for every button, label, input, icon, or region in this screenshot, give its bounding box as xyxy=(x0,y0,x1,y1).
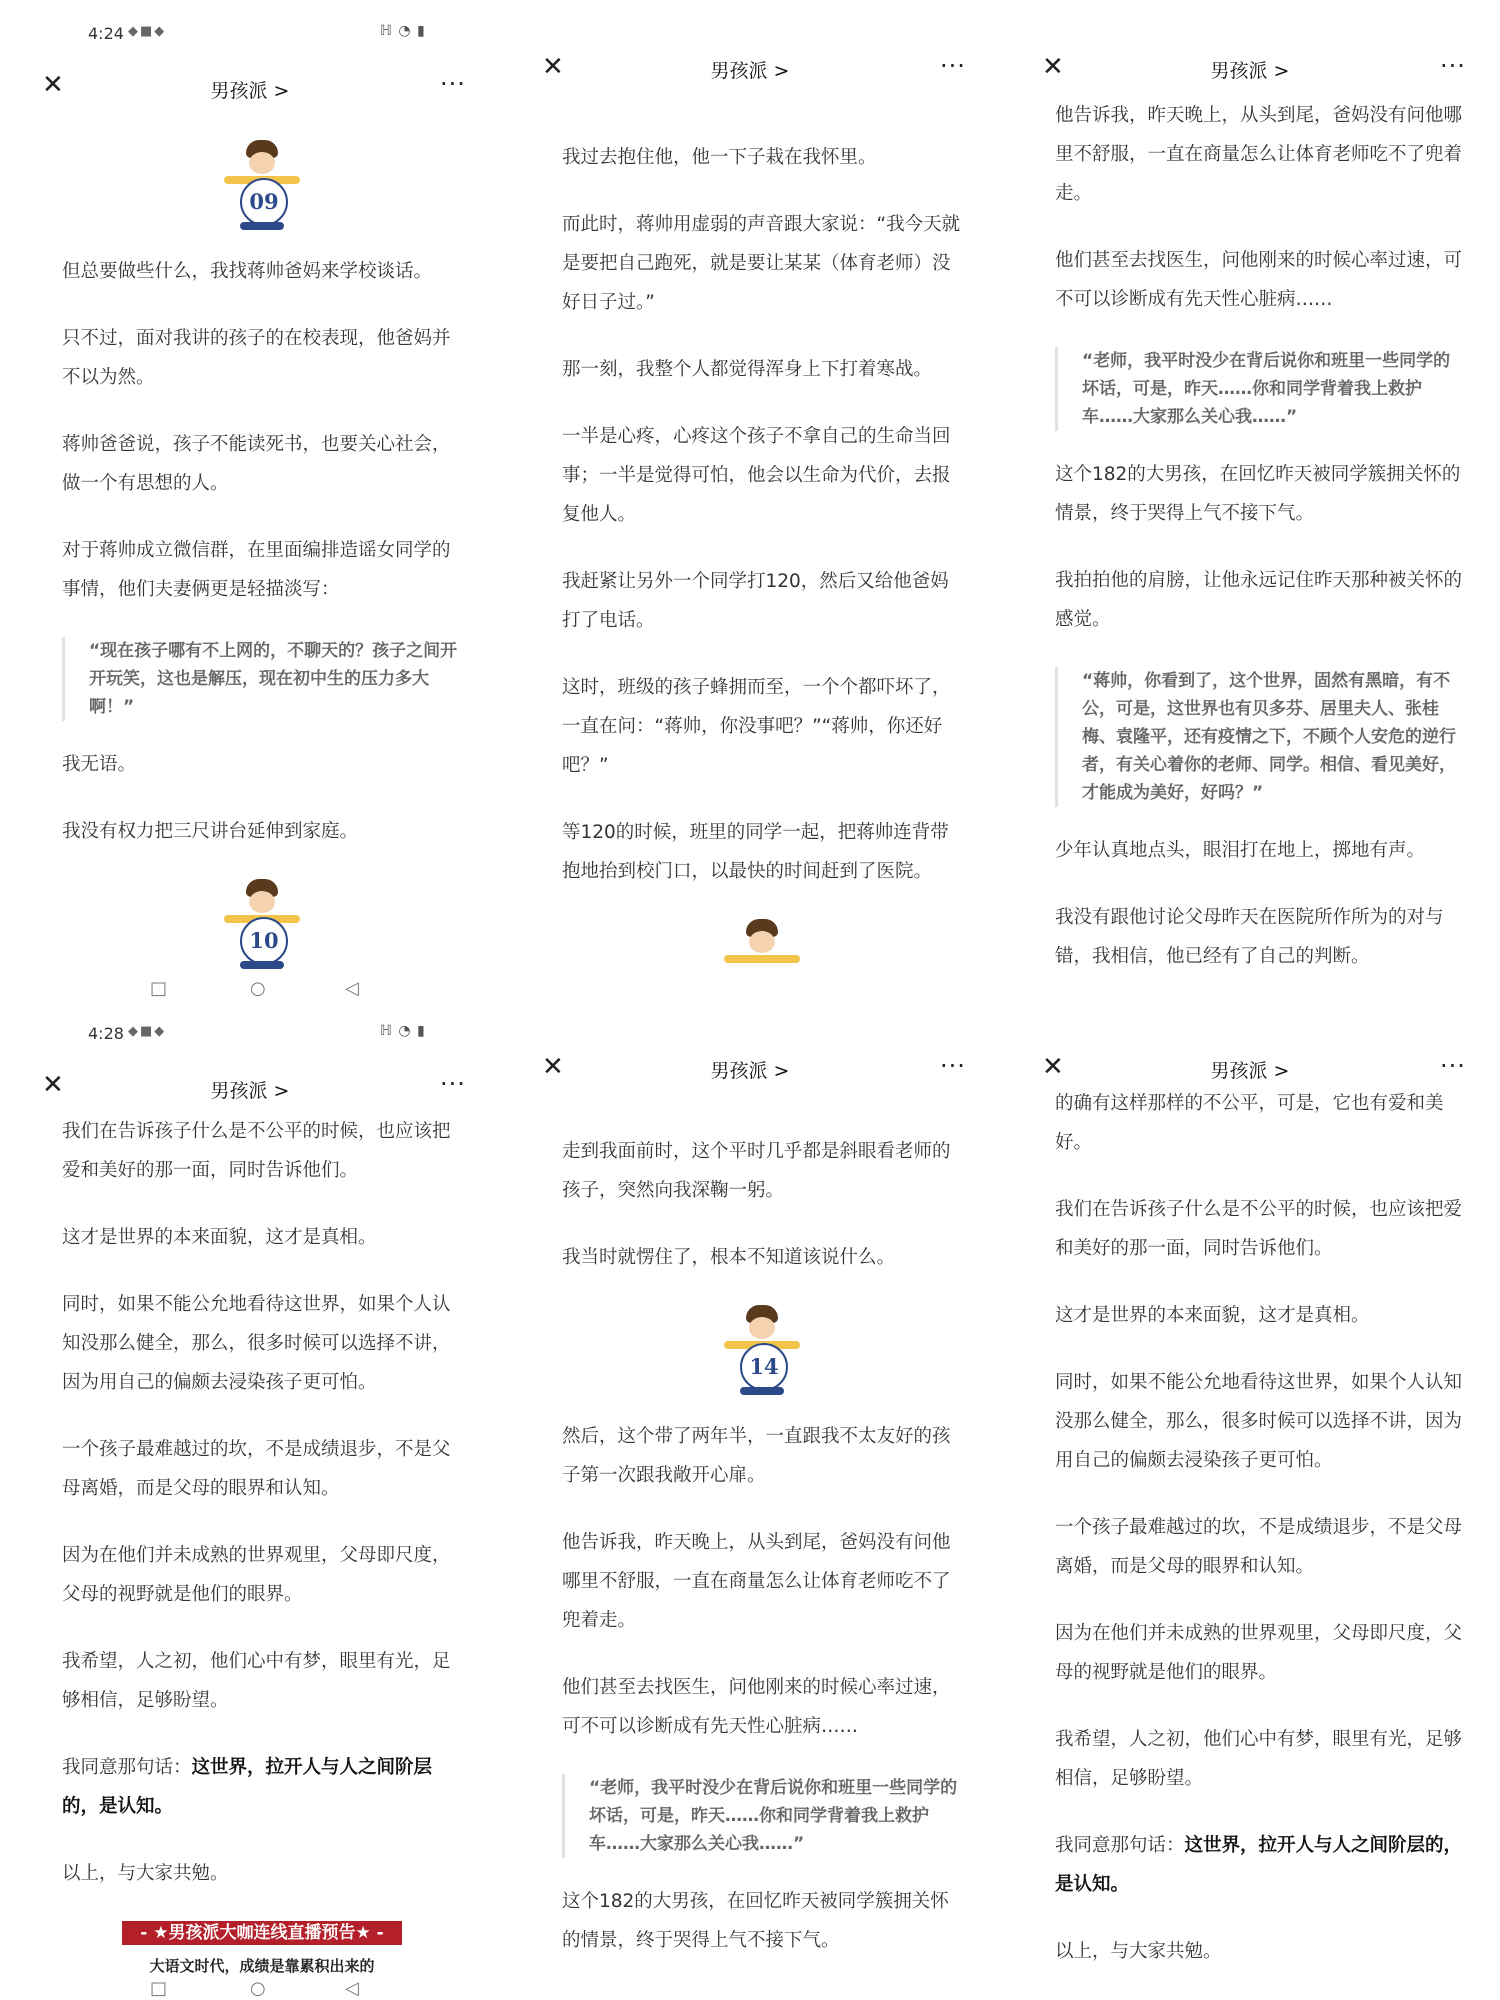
paragraph: 我拍拍他的肩膀，让他永远记住昨天那种被关怀的感觉。 xyxy=(1055,570,1463,630)
paragraph: 但总要做些什么，我找蒋帅爸妈来学校谈话。 xyxy=(62,261,433,282)
article-body xyxy=(562,1132,962,1988)
mascot-10-illustration xyxy=(222,879,302,969)
blockquote: “现在孩子哪有不上网的，不聊天的？孩子之间开开玩笑，这也是解压，现在初中生的压力多大啊！” xyxy=(62,637,462,721)
paragraph: 因为在他们并未成熟的世界观里，父母即尺度，父母的视野就是他们的眼界。 xyxy=(62,1545,451,1605)
screenshot-panel-1 xyxy=(0,0,500,1000)
paragraph: 我无语。 xyxy=(62,754,137,775)
mascot-number: 10 xyxy=(240,917,288,965)
paragraph: 对于蒋帅成立微信群，在里面编排造谣女同学的事情，他们夫妻俩更是轻描淡写： xyxy=(62,540,451,600)
mascot-illustration xyxy=(722,919,802,959)
home-icon[interactable]: ○ xyxy=(250,1978,266,1999)
close-icon[interactable]: ✕ xyxy=(1042,1052,1064,1082)
bold-statement: 这世界，拉开人与人之间阶层的，是认知。 xyxy=(1055,1835,1463,1895)
paragraph: 等120的时候，班里的同学一起，把蒋帅连背带抱地抬到校门口，以最快的时间赶到了医院。 xyxy=(562,822,949,882)
paragraph: 我没有跟他讨论父母昨天在医院所作所为的对与错，我相信，他已经有了自己的判断。 xyxy=(1055,907,1444,967)
paragraph: 因为在他们并未成熟的世界观里，父母即尺度，父母的视野就是他们的眼界。 xyxy=(1055,1623,1463,1683)
paragraph: 我当时就愣住了，根本不知道该说什么。 xyxy=(562,1247,896,1268)
paragraph: 这个182的大男孩，在回忆昨天被同学簇拥关怀的情景，终于哭得上气不接下气。 xyxy=(562,1891,949,1951)
more-icon[interactable]: ··· xyxy=(940,52,966,80)
more-icon[interactable]: ··· xyxy=(440,1070,466,1098)
account-title-button[interactable]: 男孩派 > xyxy=(1210,60,1290,82)
recent-apps-icon[interactable]: □ xyxy=(150,1978,168,1999)
screenshot-panel-3 xyxy=(1000,0,1500,1000)
screenshot-panel-6 xyxy=(1000,1000,1500,2000)
mascot-number: 09 xyxy=(240,178,288,226)
paragraph: 他告诉我，昨天晚上，从头到尾，爸妈没有问他哪里不舒服，一直在商量怎么让体育老师吃不了兜着走。 xyxy=(562,1532,951,1631)
paragraph: 我赶紧让另外一个同学打120，然后又给他爸妈打了电话。 xyxy=(562,571,949,631)
article-body xyxy=(1055,96,1465,1000)
bold-statement: 这世界，拉开人与人之间阶层的，是认知。 xyxy=(62,1757,433,1817)
paragraph: 我希望，人之初，他们心中有梦，眼里有光，足够相信，足够盼望。 xyxy=(1055,1729,1463,1789)
mascot-14-illustration xyxy=(722,1305,802,1395)
paragraph: 一个孩子最难越过的坎，不是成绩退步，不是父母离婚，而是父母的眼界和认知。 xyxy=(62,1439,451,1499)
paragraph xyxy=(62,1748,462,1826)
recent-apps-icon[interactable]: □ xyxy=(150,978,168,999)
paragraph: 我过去抱住他，他一下子栽在我怀里。 xyxy=(562,147,877,168)
status-system-icons: ℍ ◔ ▮ xyxy=(380,23,426,39)
status-bar xyxy=(0,1000,500,1060)
article-body xyxy=(62,1112,462,1976)
paragraph: 我希望，人之初，他们心中有梦，眼里有光，足够相信，足够盼望。 xyxy=(62,1651,451,1711)
mascot-number: 14 xyxy=(740,1343,788,1391)
gesture-bar xyxy=(0,978,500,1000)
blockquote: “蒋帅，你看到了，这个世界，固然有黑暗，有不公，可是，这世界也有贝多芬、居里夫人、张桂梅、袁隆平，还有疫情之下，不顾个人安危的逆行者，有关心着你的老师、同学。相信、看见美好，才能成为美好，好吗？” xyxy=(1055,667,1465,807)
paragraph: 以上，与大家共勉。 xyxy=(1055,1941,1222,1962)
blockquote: “老师，我平时没少在背后说你和班里一些同学的坏话，可是，昨天……你和同学背着我上救护车……大家那么关心我……” xyxy=(562,1774,962,1858)
status-app-icons: ◆■◆ xyxy=(128,1024,167,1039)
paragraph-lead: 我同意那句话： xyxy=(1055,1835,1185,1856)
live-preview-banner[interactable]: - ★男孩派大咖连线直播预告★ - xyxy=(122,1921,402,1945)
account-title-button[interactable]: 男孩派 > xyxy=(1210,1060,1290,1082)
status-time: 4:28 xyxy=(88,1024,124,1043)
paragraph: 这时，班级的孩子蜂拥而至，一个个都吓坏了，一直在问：“蒋帅，你没事吧？”“蒋帅，你还好吧？” xyxy=(562,677,951,776)
mascot-09-illustration xyxy=(222,140,302,230)
account-title-button[interactable]: 男孩派 > xyxy=(210,1080,290,1102)
article-body xyxy=(1055,1084,1465,1999)
paragraph: 我们在告诉孩子什么是不公平的时候，也应该把爱和美好的那一面，同时告诉他们。 xyxy=(1055,1199,1463,1259)
more-icon[interactable]: ··· xyxy=(1440,1052,1466,1080)
more-icon[interactable]: ··· xyxy=(1440,52,1466,80)
paragraph: 这才是世界的本来面貌，这才是真相。 xyxy=(62,1227,377,1248)
paragraph: 那一刻，我整个人都觉得浑身上下打着寒战。 xyxy=(562,359,933,380)
paragraph: 一半是心疼，心疼这个孩子不拿自己的生命当回事；一半是觉得可怕，他会以生命为代价，去报复他人。 xyxy=(562,426,951,525)
status-app-icons: ◆■◆ xyxy=(128,24,167,39)
paragraph: 他们甚至去找医生，问他刚来的时候心率过速，可不可以诊断成有先天性心脏病…… xyxy=(562,1677,951,1737)
article-body xyxy=(562,138,962,981)
screenshot-panel-2 xyxy=(500,0,1000,1000)
paragraph: 然后，这个带了两年半，一直跟我不太友好的孩子第一次跟我敞开心扉。 xyxy=(562,1426,951,1486)
blockquote: “老师，我平时没少在背后说你和班里一些同学的坏话，可是，昨天……你和同学背着我上救护车……大家那么关心我……” xyxy=(1055,347,1465,431)
status-system-icons: ℍ ◔ ▮ xyxy=(380,1023,426,1039)
paragraph: 这才是世界的本来面貌，这才是真相。 xyxy=(1055,1305,1370,1326)
paragraph: 我们在告诉孩子什么是不公平的时候，也应该把爱和美好的那一面，同时告诉他们。 xyxy=(62,1121,451,1181)
close-icon[interactable]: ✕ xyxy=(542,1052,564,1082)
close-icon[interactable]: ✕ xyxy=(42,1070,64,1100)
nav-bar xyxy=(500,1048,1000,1108)
status-bar xyxy=(0,0,500,60)
home-icon[interactable]: ○ xyxy=(250,978,266,999)
paragraph: 蒋帅爸爸说，孩子不能读死书，也要关心社会，做一个有思想的人。 xyxy=(62,434,451,494)
close-icon[interactable]: ✕ xyxy=(42,70,64,100)
paragraph-lead: 我同意那句话： xyxy=(62,1757,192,1778)
close-icon[interactable]: ✕ xyxy=(542,52,564,82)
paragraph: 以上，与大家共勉。 xyxy=(62,1863,229,1884)
more-icon[interactable]: ··· xyxy=(940,1052,966,1080)
paragraph: 同时，如果不能公允地看待这世界，如果个人认知没那么健全，那么，很多时候可以选择不讲，因为用自己的偏颇去浸染孩子更可怕。 xyxy=(1055,1372,1463,1471)
more-icon[interactable]: ··· xyxy=(440,70,466,98)
close-icon[interactable]: ✕ xyxy=(1042,52,1064,82)
paragraph: 他们甚至去找医生，问他刚来的时候心率过速，可不可以诊断成有先天性心脏病…… xyxy=(1055,250,1463,310)
paragraph: 一个孩子最难越过的坎，不是成绩退步，不是父母离婚，而是父母的眼界和认知。 xyxy=(1055,1517,1463,1577)
paragraph: 我没有权力把三尺讲台延伸到家庭。 xyxy=(62,821,359,842)
gesture-bar xyxy=(0,1978,500,2000)
screenshot-panel-4 xyxy=(0,1000,500,2000)
paragraph: 少年认真地点头，眼泪打在地上，掷地有声。 xyxy=(1055,840,1426,861)
status-time: 4:24 xyxy=(88,24,124,43)
nav-bar xyxy=(0,60,500,120)
paragraph: 只不过，面对我讲的孩子的在校表现，他爸妈并不以为然。 xyxy=(62,328,451,388)
paragraph: 而此时，蒋帅用虚弱的声音跟大家说：“我今天就是要把自己跑死，就是要让某某（体育老师）没好日子过。” xyxy=(562,214,961,313)
back-icon[interactable]: ◁ xyxy=(345,1978,359,1999)
article-body xyxy=(62,140,462,991)
paragraph: 同时，如果不能公允地看待这世界，如果个人认知没那么健全，那么，很多时候可以选择不讲，因为用自己的偏颇去浸染孩子更可怕。 xyxy=(62,1294,451,1393)
paragraph: 他告诉我，昨天晚上，从头到尾，爸妈没有问他哪里不舒服，一直在商量怎么让体育老师吃不了兜着走。 xyxy=(1055,105,1463,204)
account-title-button[interactable]: 男孩派 > xyxy=(710,60,790,82)
banner-subtitle: 大语文时代，成绩是靠累积出来的 xyxy=(149,1957,375,1975)
back-icon[interactable]: ◁ xyxy=(345,978,359,999)
paragraph xyxy=(1055,1826,1465,1904)
paragraph: 这个182的大男孩，在回忆昨天被同学簇拥关怀的情景，终于哭得上气不接下气。 xyxy=(1055,464,1461,524)
account-title-button[interactable]: 男孩派 > xyxy=(710,1060,790,1082)
paragraph: 的确有这样那样的不公平，可是，它也有爱和美好。 xyxy=(1055,1093,1444,1153)
paragraph: 走到我面前时，这个平时几乎都是斜眼看老师的孩子，突然向我深鞠一躬。 xyxy=(562,1141,951,1201)
account-title-button[interactable]: 男孩派 > xyxy=(210,80,290,102)
nav-bar xyxy=(500,48,1000,108)
nav-bar xyxy=(0,1060,500,1120)
screenshot-panel-5 xyxy=(500,1000,1000,2000)
